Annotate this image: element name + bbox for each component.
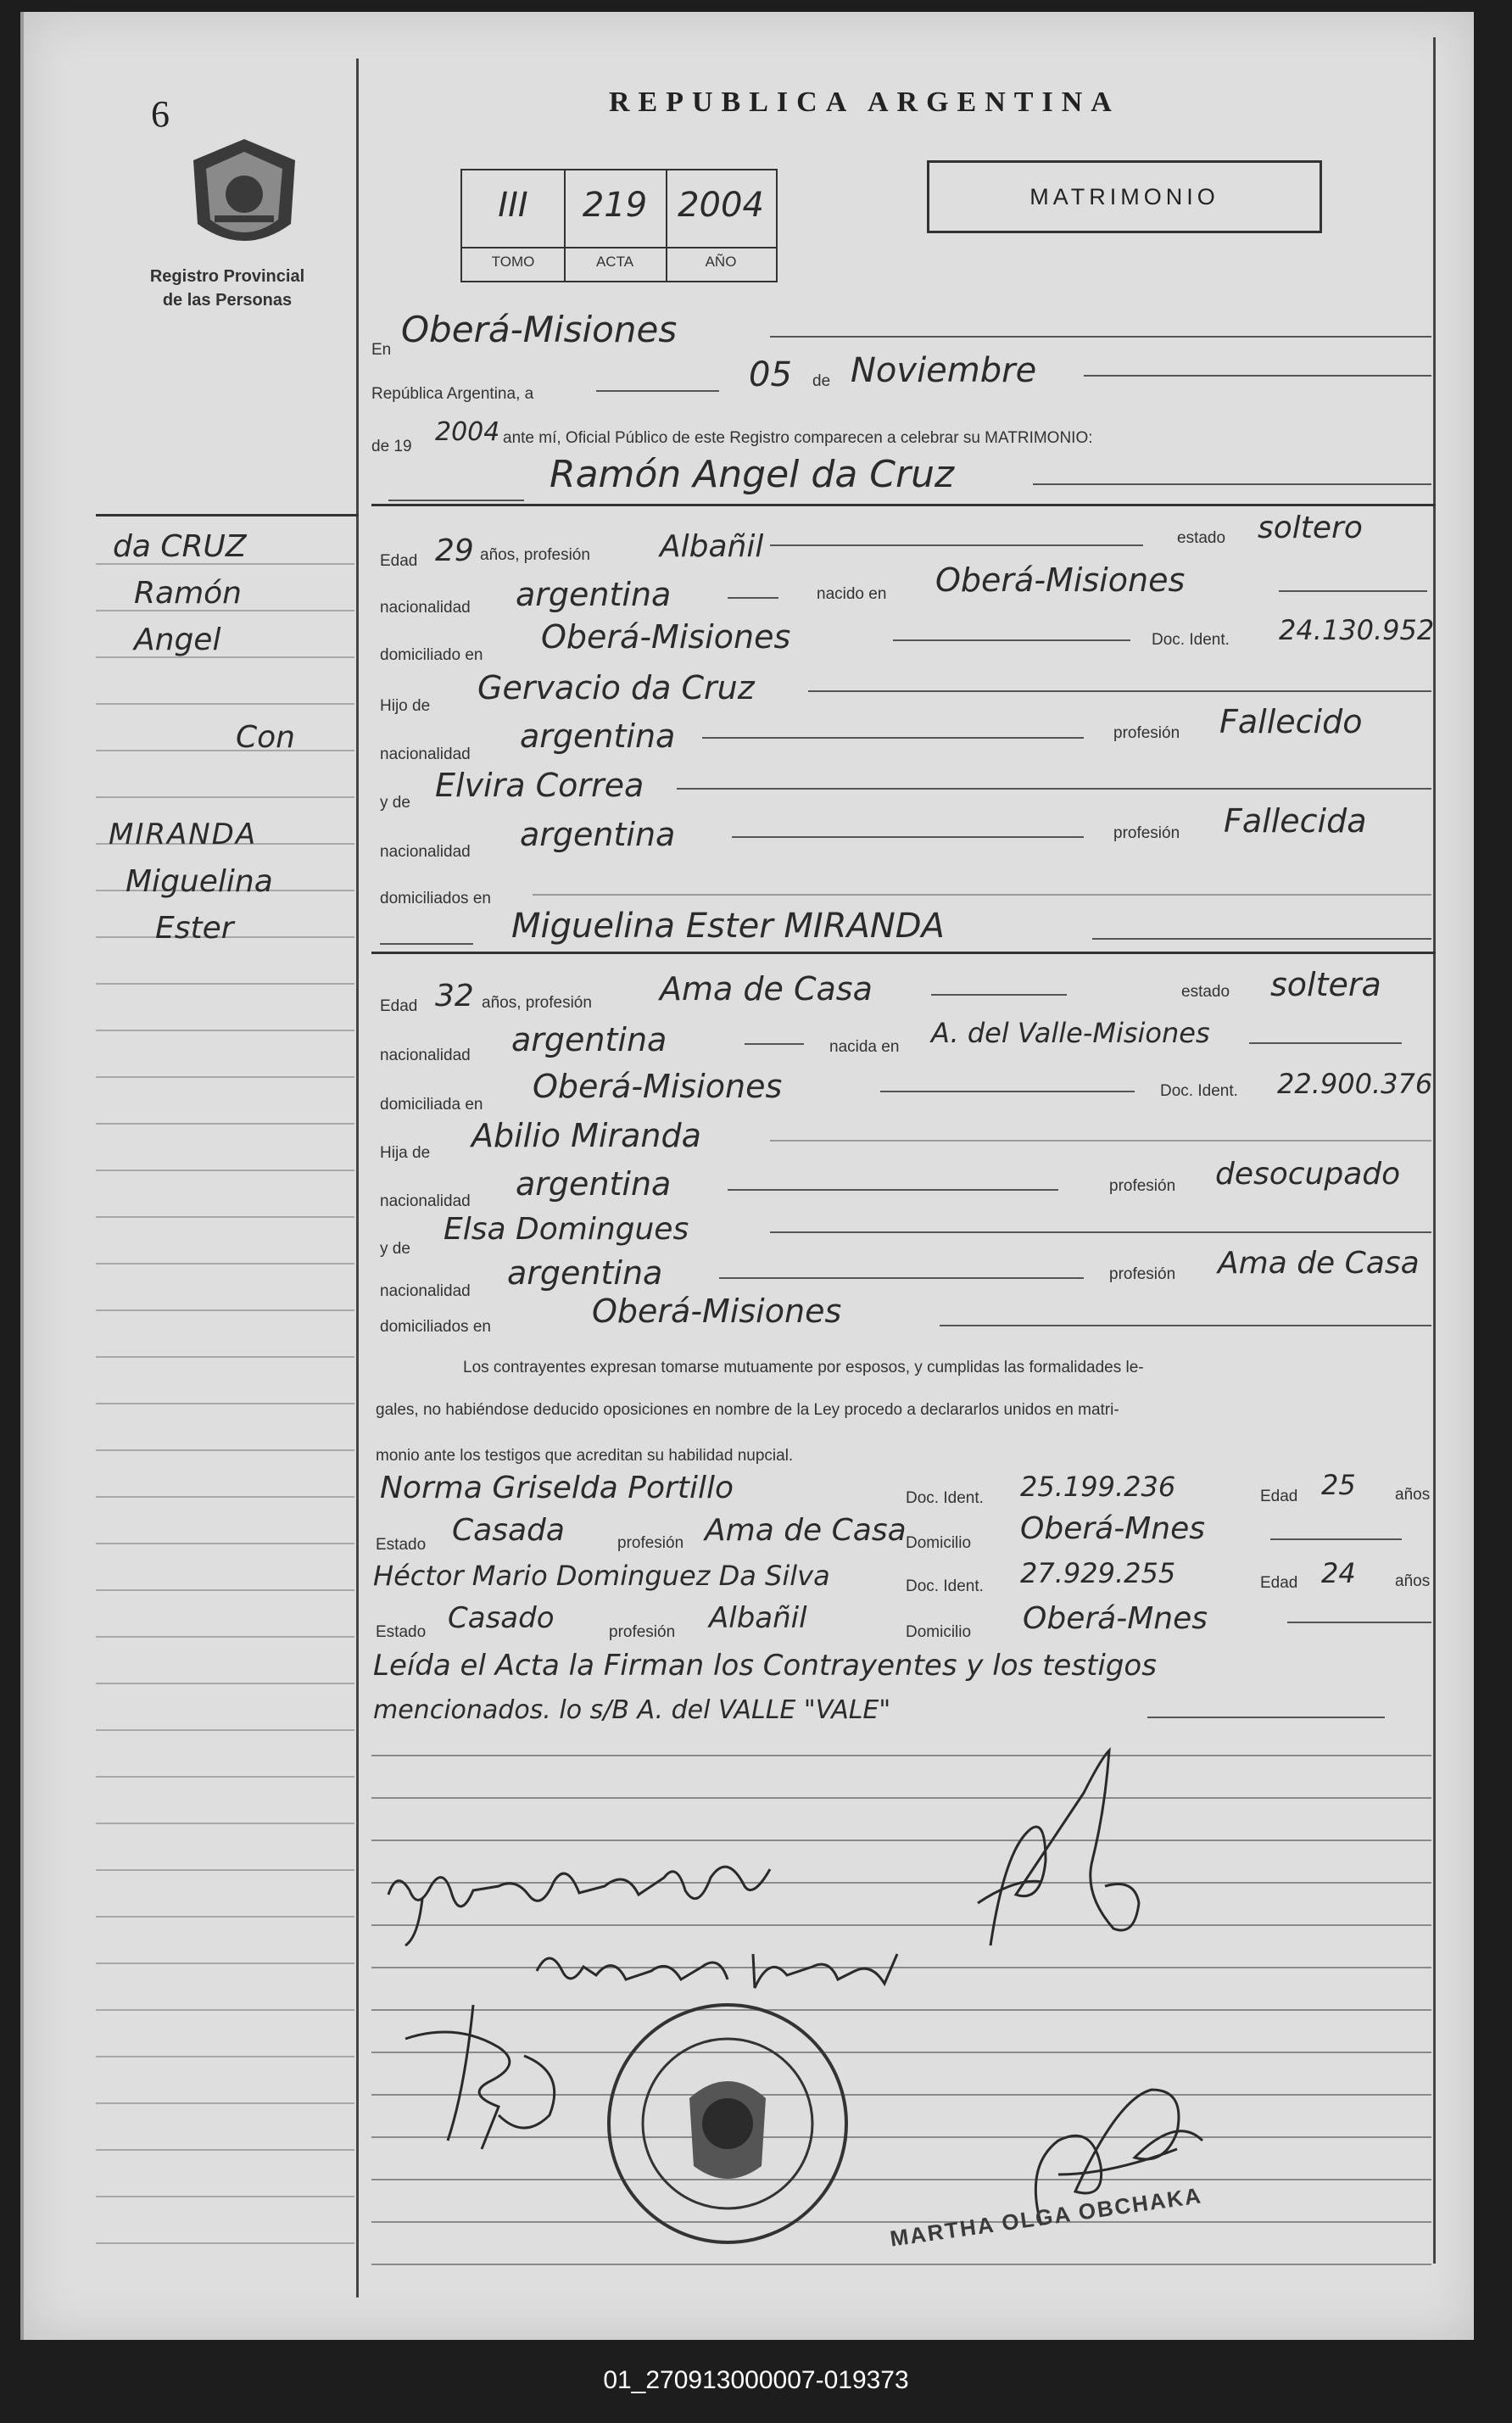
margin-divider [356,59,359,2297]
witness1-name: Norma Griselda Portillo [380,1471,734,1505]
margin-top-rule [96,514,359,516]
margin-ruled-line [96,1962,354,1964]
bride-estado-label: estado [1181,983,1230,1001]
margin-ruled-line [96,1589,354,1591]
groom-edad-label: Edad [380,552,418,570]
en-label: En [371,341,392,359]
groom-nac-label: nacionalidad [380,599,471,617]
document-page [20,12,1474,2340]
bride-father-prof-label: profesión [1109,1177,1176,1195]
bride-profesion: Ama de Casa [660,970,873,1008]
margin-ruled-line [96,2196,354,2197]
right-border [1433,37,1436,2264]
groom-domicilio: Oberá-Misiones [541,618,791,656]
margin-ruled-line [96,1216,354,1218]
registry-label [117,265,338,312]
bride-mother-prof: Ama de Casa [1218,1246,1420,1281]
bride-father: Abilio Miranda [471,1117,701,1154]
margin-groom-name2: Angel [134,622,221,657]
body-ruled-line [371,2179,1431,2180]
margin-groom-name1: Ramón [134,576,242,611]
margin-ruled-line [96,1263,354,1265]
margin-bride-surname: MIRANDA [109,818,258,851]
officer-flourish-signature [965,1734,1160,1962]
declaration-line-3: monio ante los testigos que acreditan su habilidad nupcial. [376,1447,794,1465]
bride-nacionalidad: argentina [511,1021,667,1058]
groom-profesion: Albañil [660,529,764,564]
witness1-edad: 25 [1321,1469,1356,1501]
coat-of-arms-emblem [176,131,312,266]
margin-ruled-line [96,1170,354,1171]
margin-ruled-line [96,1123,354,1125]
margin-ruled-line [96,1636,354,1638]
declaration-line-2: gales, no habiéndose deducido oposiciones en nombre de la Ley procedo a declararlos unidos en matri- [376,1401,1119,1419]
margin-ruled-line [96,750,354,751]
groom-father-prof: Fallecido [1219,703,1363,740]
body-ruled-line [371,1797,1431,1799]
groom-doc: 24.130.952 [1279,614,1435,646]
witness2-edad-label: Edad [1260,1574,1298,1592]
margin-ruled-line [96,1496,354,1498]
groom-fullname: Ramón Angel da Cruz [550,453,955,496]
margin-ruled-line [96,1543,354,1544]
witness1-estado-label: Estado [376,1536,427,1554]
bride-father-nac-label: nacionalidad [380,1192,471,1210]
margin-ruled-line [96,1916,354,1918]
margin-ruled-line [96,1683,354,1684]
witness2-anos-label: años [1395,1572,1431,1590]
bride-estado: soltera [1270,966,1381,1003]
margin-ruled-line [96,2102,354,2104]
margin-ruled-line [96,796,354,798]
groom-estado-label: estado [1177,529,1226,547]
witness1-doc: 25.199.236 [1020,1471,1176,1503]
year-prefix: de 19 [371,438,412,455]
ano-label: AÑO [705,254,737,270]
bride-father-prof: desocupado [1215,1157,1401,1192]
witness2-estado-label: Estado [376,1623,427,1641]
bride-edad-label: Edad [380,997,418,1015]
groom-mother-nac: argentina [520,816,676,853]
witness1-domicilio: Oberá-Mnes [1020,1511,1205,1546]
tomo-label: TOMO [491,254,535,270]
witness1-edad-label: Edad [1260,1488,1298,1505]
margin-ruled-line [96,1449,354,1451]
body-ruled-line [371,1755,1431,1756]
groom-nacido: Oberá-Misiones [935,561,1186,599]
registry-seal-stamp [600,1996,855,2251]
body-ruled-line [371,2221,1431,2223]
witness2-domicilio: Oberá-Mnes [1023,1601,1208,1636]
margin-groom-surname: da CRUZ [113,529,247,564]
image-identifier: 01_270913000007-019373 [603,2366,909,2394]
year-value: 2004 [435,417,500,447]
body-ruled-line [371,2264,1431,2265]
margin-ruled-line [96,1776,354,1778]
acta-label: ACTA [595,254,634,270]
registry-line-2: de las Personas [162,291,293,310]
bride-mother-nac: argentina [507,1254,663,1292]
registry-line-1: Registro Provincial [149,267,305,286]
tomo-value: III [498,186,528,225]
bride-domiciliados: Oberá-Misiones [592,1292,842,1330]
witness2-name: Héctor Mario Dominguez Da Silva [373,1560,830,1592]
country-title: REPUBLICA ARGENTINA [609,87,1120,118]
witness1-profesion: Ama de Casa [705,1513,907,1548]
page-number: 6 [151,93,170,135]
republica-label: República Argentina, a [371,385,534,403]
margin-ruled-line [96,1729,354,1731]
margin-ruled-line [96,703,354,705]
officer-name-stamp: MARTHA OLGA OBCHAKA [888,2182,1204,2252]
groom-mother-prof: Fallecida [1224,802,1367,840]
margin-ruled-line [96,1309,354,1311]
intro-text: ante mí, Oficial Público de este Registro comparecen a celebrar su MATRIMONIO: [503,429,1093,447]
bride-mother: Elsa Domingues [444,1212,689,1247]
margin-con: Con [236,720,295,755]
day-value: 05 [749,355,792,394]
bride-father-nac: argentina [516,1165,672,1203]
groom-father: Gervacio da Cruz [477,669,755,706]
groom-father-prof-label: profesión [1113,724,1180,742]
bride-mother-prof-label: profesión [1109,1265,1176,1283]
bride-fullname: Miguelina Ester MIRANDA [511,907,945,946]
margin-ruled-line [96,2242,354,2244]
ano-value: 2004 [678,186,764,225]
bride-nacida: A. del Valle-Misiones [931,1017,1210,1049]
place-value: Oberá-Misiones [401,309,678,350]
groom-edad: 29 [435,533,474,568]
margin-bride-name1: Miguelina [126,864,273,899]
month-value: Noviembre [851,351,1037,390]
witness-signature [397,1988,583,2158]
closing-line-1: Leída el Acta la Firman los Contrayentes y los testigos [373,1649,1157,1683]
witness1-dom-label: Domicilio [906,1534,972,1552]
witness1-anos-label: años [1395,1486,1431,1504]
de-label: de [812,372,831,390]
matrimonio-box [927,160,1322,233]
bride-hija-label: Hija de [380,1144,431,1162]
groom-nacido-label: nacido en [817,585,887,603]
witness1-estado: Casada [452,1513,565,1548]
witness2-edad: 24 [1321,1557,1356,1589]
witness2-profesion: Albañil [709,1601,807,1635]
bride-nac-label: nacionalidad [380,1047,471,1064]
witness1-prof-label: profesión [617,1534,684,1552]
groom-mother: Elvira Correa [435,767,644,804]
groom-hijo-label: Hijo de [380,697,431,715]
groom-yde-label: y de [380,794,410,812]
groom-father-nac: argentina [520,717,676,755]
bride-doc: 22.900.376 [1277,1068,1433,1100]
margin-ruled-line [96,1076,354,1078]
bride-anos-prof-label: años, profesión [482,994,592,1012]
declaration-line-1: Los contrayentes expresan tomarse mutuamente por esposos, y cumplidas las formalidades le- [463,1359,1144,1376]
groom-mother-prof-label: profesión [1113,824,1180,842]
margin-ruled-line [96,1869,354,1871]
groom-domiciliados-label: domiciliados en [380,890,491,907]
witness2-estado: Casado [448,1601,555,1635]
groom-anos-prof-label: años, profesión [480,546,590,564]
witness2-doc-label: Doc. Ident. [906,1577,984,1595]
margin-ruled-line [96,983,354,985]
groom-dom-label: domiciliado en [380,646,483,664]
acta-value: 219 [582,186,648,225]
groom-mother-nac-label: nacionalidad [380,843,471,861]
witness2-doc: 27.929.255 [1020,1557,1176,1589]
record-id-box [460,169,778,282]
margin-ruled-line [96,2056,354,2057]
closing-line-2: mencionados. lo s/B A. del VALLE "VALE" [373,1695,891,1725]
margin-ruled-line [96,2149,354,2151]
margin-ruled-line [96,1356,354,1358]
margin-ruled-line [96,1403,354,1404]
bride-yde-label: y de [380,1240,410,1258]
bride-doc-label: Doc. Ident. [1160,1082,1238,1100]
margin-ruled-line [96,2009,354,2011]
groom-estado: soltero [1258,511,1363,545]
bride-nacida-label: nacida en [829,1038,900,1056]
margin-ruled-line [96,1823,354,1824]
groom-father-nac-label: nacionalidad [380,745,471,763]
bride-edad: 32 [435,979,474,1013]
bride-domiciliados-label: domiciliados en [380,1318,491,1336]
bride-dom-label: domiciliada en [380,1096,483,1114]
witness2-prof-label: profesión [609,1623,676,1641]
witness2-dom-label: Domicilio [906,1623,972,1641]
matrimonio-label: MATRIMONIO [1029,184,1219,209]
margin-ruled-line [96,1030,354,1031]
bride-mother-nac-label: nacionalidad [380,1282,471,1300]
witness1-doc-label: Doc. Ident. [906,1489,984,1507]
bride-signature-text [388,1861,606,1889]
groom-signature-text [533,1950,742,1978]
margin-bride-name2: Ester [155,911,234,946]
groom-doc-label: Doc. Ident. [1152,631,1230,649]
groom-nacionalidad: argentina [516,576,672,613]
bride-domicilio: Oberá-Misiones [533,1068,783,1105]
